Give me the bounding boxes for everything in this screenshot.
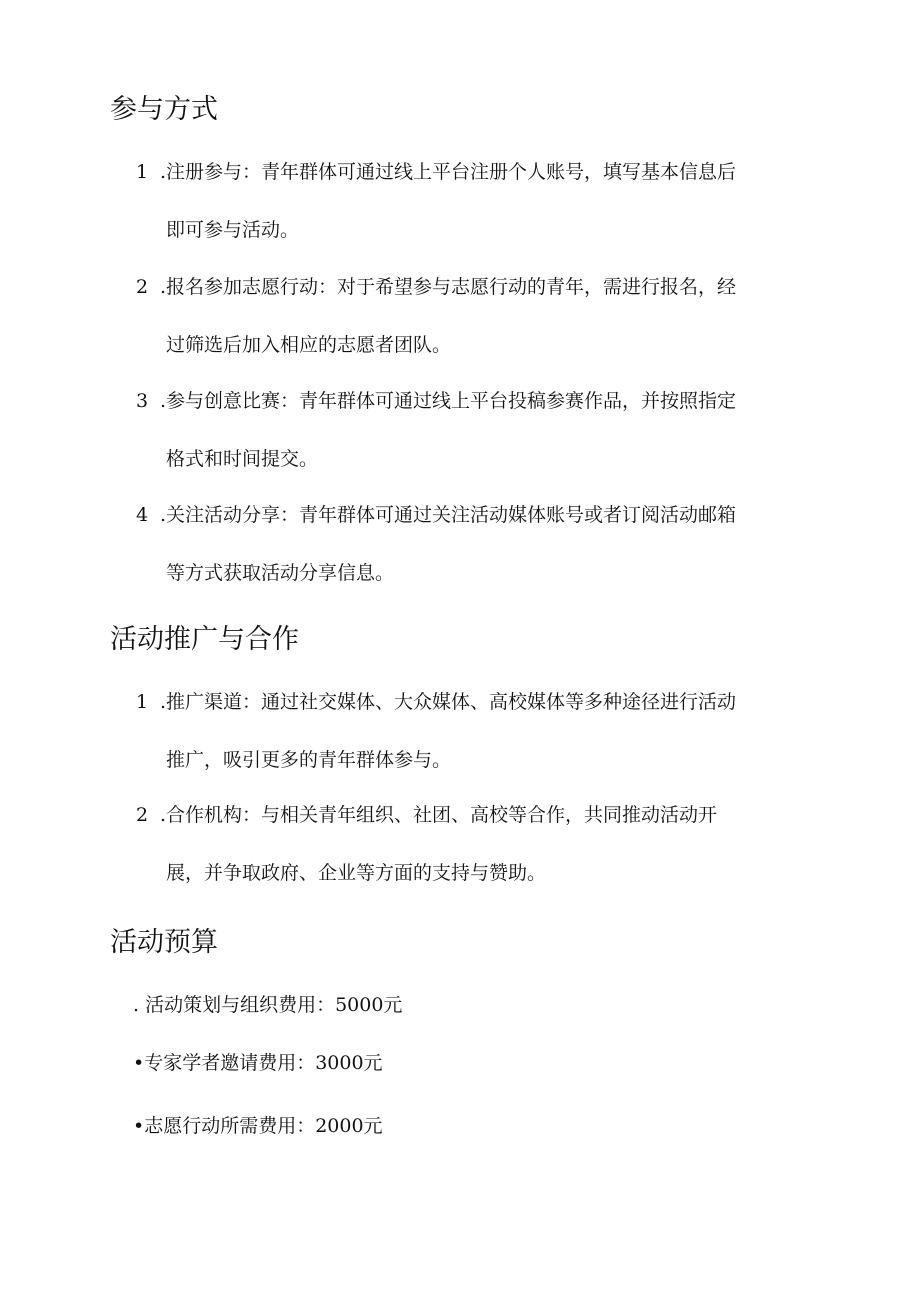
item-number: 3	[136, 390, 149, 412]
item-text: .注册参与：青年群体可通过线上平台注册个人账号，填写基本信息后	[160, 161, 737, 183]
item-text: .推广渠道：通过社交媒体、大众媒体、高校媒体等多种途径进行活动	[160, 691, 737, 713]
item-text: .报名参加志愿行动：对于希望参与志愿行动的青年，需进行报名，经	[160, 276, 737, 298]
participation-item-3	[136, 386, 826, 474]
section-heading-participation: 参与方式	[110, 94, 218, 125]
budget-item-planning: . 活动策划与组织费用：5000元	[133, 994, 403, 1016]
item-text-continuation: 即可参与活动。	[166, 219, 300, 241]
section-heading-budget: 活动预算	[110, 927, 218, 958]
item-text-continuation: 格式和时间提交。	[166, 448, 319, 470]
budget-item-experts: •专家学者邀请费用：3000元	[133, 1052, 383, 1074]
promotion-item-1	[136, 687, 826, 775]
item-text: .关注活动分享：青年群体可通过关注活动媒体账号或者订阅活动邮箱	[160, 504, 737, 526]
section-heading-promotion: 活动推广与合作	[110, 624, 299, 655]
participation-item-1	[136, 157, 826, 245]
item-text: .参与创意比赛：青年群体可通过线上平台投稿参赛作品，并按照指定	[160, 390, 737, 412]
item-text-continuation: 等方式获取活动分享信息。	[166, 562, 395, 584]
promotion-item-2	[136, 800, 826, 888]
item-text-continuation: 推广，吸引更多的青年群体参与。	[166, 749, 452, 771]
item-text: .合作机构：与相关青年组织、社团、高校等合作，共同推动活动开	[160, 804, 718, 826]
item-number: 2	[136, 804, 149, 826]
budget-item-volunteer: •志愿行动所需费用：2000元	[133, 1115, 383, 1137]
participation-item-4	[136, 500, 826, 588]
item-number: 2	[136, 276, 149, 298]
item-number: 4	[136, 504, 149, 526]
item-text-continuation: 展，并争取政府、企业等方面的支持与赞助。	[166, 862, 547, 884]
item-text-continuation: 过筛选后加入相应的志愿者团队。	[166, 334, 452, 356]
item-number: 1	[136, 691, 149, 713]
item-number: 1	[136, 161, 149, 183]
participation-item-2	[136, 272, 826, 360]
